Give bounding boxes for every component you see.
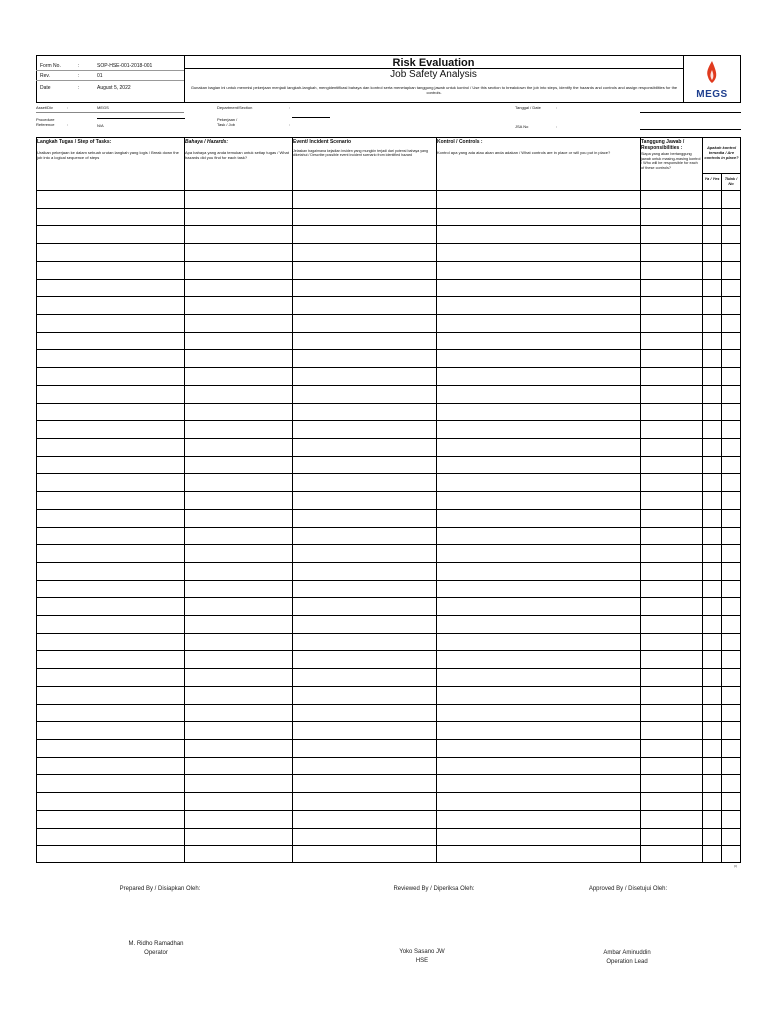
- page-mark: (r): [734, 864, 737, 868]
- col-desc-event: Jelaskan bagaimana kejadian insiden yang mungkin terjadi dari potensi bahaya yang diketahui / Describe possible event incident scenario from identified hazard: [293, 149, 429, 158]
- table-row: [36, 704, 741, 705]
- procedure-label-1: Procedure: [36, 117, 55, 122]
- reviewed-role: HSE: [415, 958, 429, 964]
- table-col-divider: [436, 137, 437, 863]
- jsa-colon: :: [556, 124, 558, 129]
- form-no-label: Form No.: [40, 63, 61, 69]
- table-row: [36, 615, 741, 616]
- rev-value: 01: [97, 73, 103, 79]
- prepared-role: Operator: [144, 950, 168, 956]
- table-row: [36, 810, 741, 811]
- tanggal-label: Tanggal / Date: [515, 105, 541, 110]
- table-row: [36, 225, 741, 226]
- form-no-value: SOP-HSE-001-2018-001: [97, 63, 153, 69]
- department-colon: :: [289, 105, 291, 110]
- table-row: [36, 420, 741, 421]
- table-row: [36, 491, 741, 492]
- jsa-rule: [640, 129, 741, 130]
- table-row: [36, 279, 741, 280]
- asset-value: MEGS: [97, 105, 109, 110]
- reviewed-name: Yoko Sasano JW: [399, 949, 445, 955]
- table-row: [36, 633, 741, 634]
- table-row: [36, 845, 741, 846]
- pekerjaan-colon: :: [289, 122, 291, 127]
- table-row: [36, 668, 741, 669]
- asset-rule: [36, 112, 184, 113]
- logo-text: MEGS: [696, 89, 728, 100]
- table-row: [36, 314, 741, 315]
- table-row: [36, 349, 741, 350]
- table-col-divider: [721, 173, 722, 863]
- tanggal-colon: :: [556, 105, 558, 110]
- date-label: Date: [40, 85, 51, 91]
- table-row: [36, 597, 741, 598]
- megs-logo: [686, 58, 738, 102]
- table-col-divider: [292, 137, 293, 863]
- table-col-divider: [702, 137, 703, 863]
- table-row: [36, 332, 741, 333]
- procedure-colon: :: [67, 122, 69, 127]
- table-row: [36, 686, 741, 687]
- col-header-control: Kontrol / Controls :: [437, 139, 483, 145]
- department-label: Department/Section: [217, 105, 253, 110]
- table-row: [36, 792, 741, 793]
- table-row: [36, 739, 741, 740]
- rev-rule: [36, 80, 184, 81]
- pekerjaan-label-1: Pekerjaan /: [217, 117, 238, 122]
- table-row: [36, 527, 741, 528]
- procedure-value: N/A: [97, 123, 104, 128]
- col-desc-step: Uraikan pekerjaan ke dalam sebuah urutan langkah yang logis / Break down the job into a logical sequence of steps: [37, 150, 179, 160]
- table-col-divider: [184, 137, 185, 863]
- approved-by-label: Approved By / Disetujui Oleh:: [588, 886, 668, 892]
- table-col-divider: [640, 137, 641, 863]
- date-colon: :: [78, 85, 80, 91]
- table-row: [36, 438, 741, 439]
- form-instruction: Gunakan bagian ini untuk menmisi pekerjaan menjadi langkah-langkah, mengidentifikasi bahaya dan kontrol serta menetapkan tanggung jawab untuk kontrol / Use this section to breakdown the job into steps, identify the hazards and controls and assign responsibilities for the controls.: [190, 85, 678, 95]
- table-row: [36, 261, 741, 262]
- pekerjaan-rule: [292, 117, 330, 118]
- procedure-rule: [97, 118, 185, 119]
- table-row: [36, 650, 741, 651]
- col-header-responsibility: Tanggung Jawab / Responsibilities :: [641, 139, 685, 151]
- col-header-step: Langkah Tugas / Step of Tasks:: [37, 139, 112, 145]
- table-row: [36, 456, 741, 457]
- prepared-by-label: Prepared By / Disiapkan Oleh:: [119, 886, 201, 892]
- tanggal-rule: [640, 112, 741, 113]
- form-subtitle: Job Safety Analysis: [390, 69, 477, 80]
- table-row: [36, 208, 741, 209]
- table-row: [36, 403, 741, 404]
- header-divider-right: [683, 55, 684, 103]
- form-no-colon: :: [78, 63, 80, 69]
- table-row: [36, 385, 741, 386]
- asset-label: Asset/Div: [36, 105, 53, 110]
- rev-colon: :: [78, 73, 80, 79]
- col-header-check: Apakah kontrol tersedia / Are controls in place?: [704, 145, 739, 160]
- table-row: [36, 296, 741, 297]
- col-desc-control: Kontrol apa yang ada atau akan anda adakan / What controls are in place or will you put in place?: [437, 150, 611, 155]
- reviewed-by-label: Reviewed By / Diperiksa Oleh:: [393, 886, 475, 892]
- table-row: [36, 367, 741, 368]
- table-header-rule: [36, 190, 741, 191]
- table-row: [36, 562, 741, 563]
- table-row: [36, 774, 741, 775]
- table-row: [36, 828, 741, 829]
- col-header-yes: Ya / Yes: [704, 176, 720, 181]
- table-row: [36, 473, 741, 474]
- col-desc-responsibility: Siapa yang akan bertanggung jawab untuk masing-masing kontrol / Who will be responsible for each of these controls?: [641, 152, 701, 170]
- form-no-rule: [36, 70, 184, 71]
- jsa-table: [36, 137, 741, 863]
- col-desc-hazard: Apa bahaya yang anda temukan untuk setiap tugas / What hazards did you find for each task?: [185, 150, 289, 160]
- col-header-event: Event/ Incident Scenario: [293, 139, 352, 145]
- flame-icon: [686, 58, 738, 88]
- prepared-name: M. Ridho Ramadhan: [128, 941, 184, 947]
- table-row: [36, 721, 741, 722]
- procedure-label-2: Reference: [36, 122, 55, 127]
- table-row: [36, 580, 741, 581]
- rev-label: Rev.: [40, 73, 50, 79]
- jsa-label: JSA No: [515, 124, 529, 129]
- pekerjaan-label-2: Task / Job: [217, 122, 236, 127]
- form-title: Risk Evaluation: [392, 57, 475, 69]
- table-row: [36, 243, 741, 244]
- date-value: August 5, 2022: [97, 85, 131, 91]
- check-header-rule: [702, 173, 741, 174]
- table-row: [36, 757, 741, 758]
- approved-name: Ambar Aminuddin: [603, 950, 651, 956]
- asset-colon: :: [67, 105, 69, 110]
- col-header-no: Tidak / No: [724, 176, 738, 186]
- approved-role: Operation Lead: [606, 959, 648, 965]
- table-row: [36, 509, 741, 510]
- col-header-hazard: Bahaya / Hazards:: [185, 139, 229, 145]
- table-row: [36, 544, 741, 545]
